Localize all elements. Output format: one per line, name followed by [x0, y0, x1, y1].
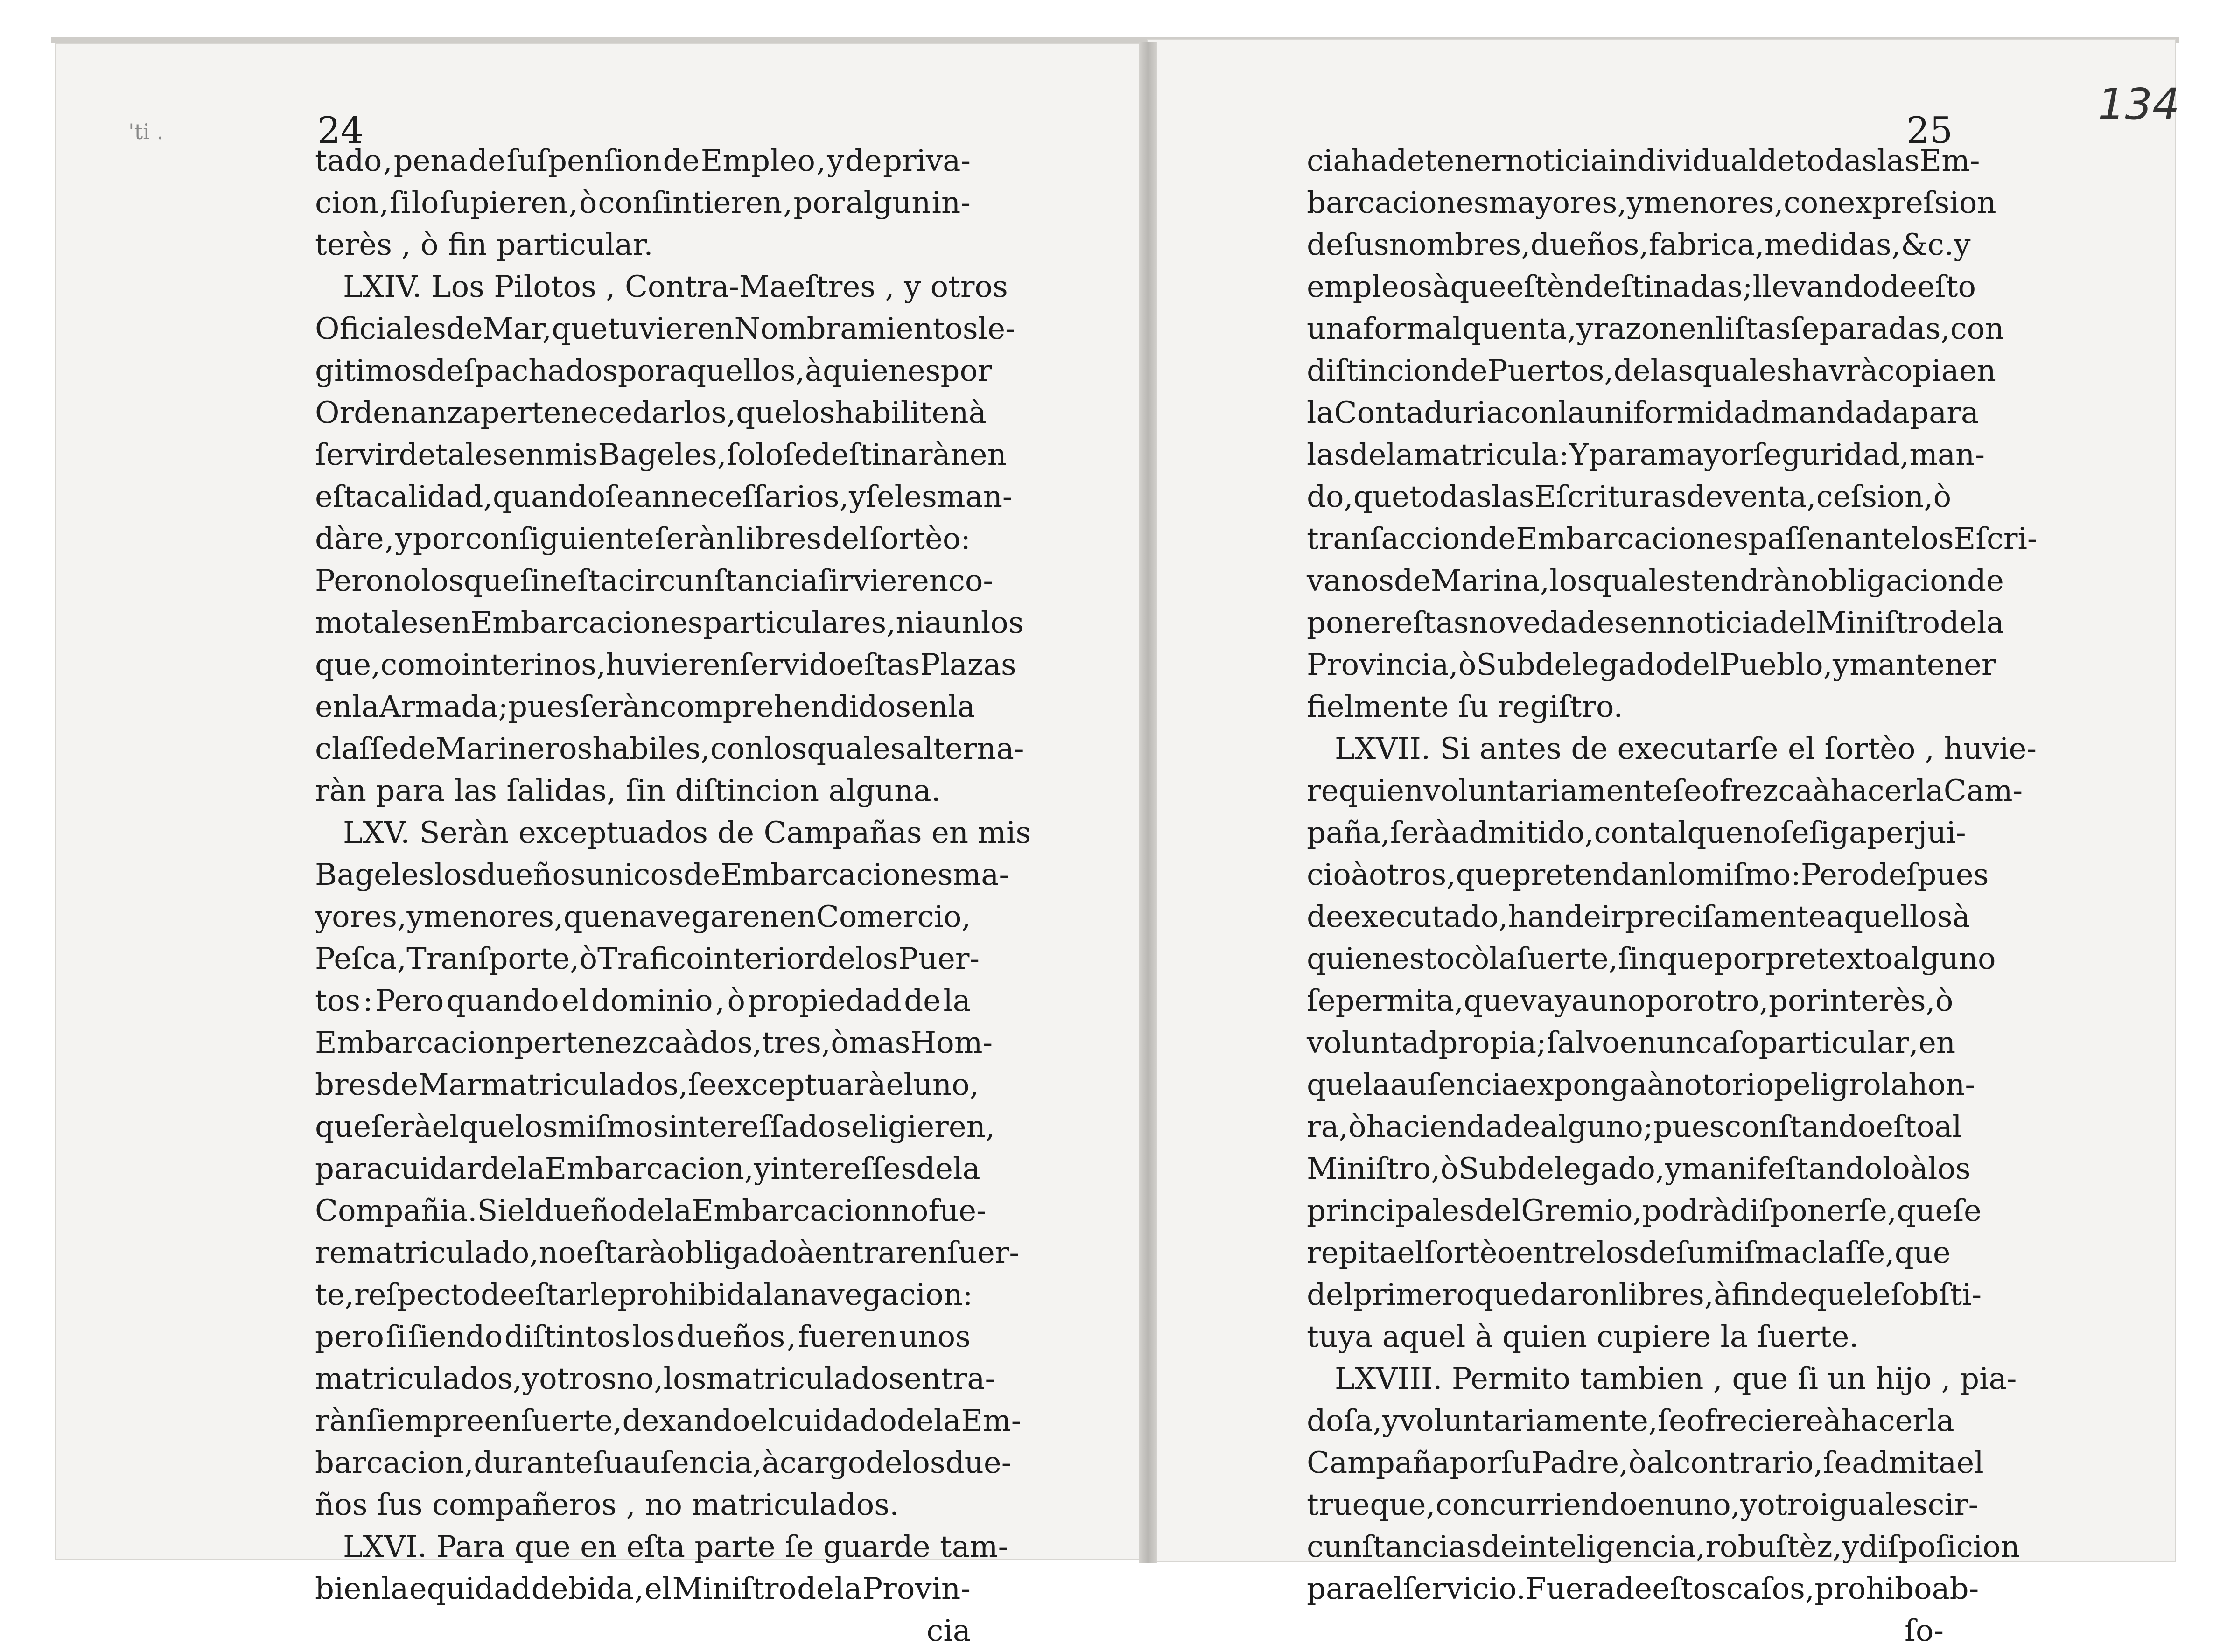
text-line: te , reſpecto de eſtarle prohibida la navegacion:: [315, 1278, 973, 1312]
text-line: cia ha de tener noticia individual de todas las Em-: [1307, 144, 1980, 178]
text-line: de executado , han de ir preciſamente aquellos à: [1307, 900, 1970, 934]
text-line: cio à otros , que pretendan lo miſmo : Pero deſpues: [1307, 858, 1989, 892]
text-line: tos : Pero quando el dominio , ò propiedad de la: [315, 984, 971, 1018]
text-line: tado , pena de ſuſpenſion de Empleo , y de priva-: [315, 144, 971, 178]
text-line: repita el ſortèo entre los de ſu miſma claſſe , que: [1307, 1236, 1951, 1270]
page-number-left: 24: [317, 110, 364, 152]
text-line: LXVII. Si antes de executarſe el ſortèo , huvie-: [1335, 732, 2037, 766]
text-line: LXVI. Para que en eſta parte ſe guarde tam-: [343, 1530, 1008, 1564]
text-line: en la Armada ; pues ſeràn comprehendidos en la: [315, 690, 975, 724]
page-number-right: 25: [1906, 110, 1953, 152]
text-line: Compañia. Si el dueño de la Embarcacion no fue-: [315, 1194, 987, 1228]
text-line: bres de Mar matriculados , ſe exceptuarà el uno,: [315, 1068, 980, 1102]
text-line: ſo-: [1905, 1614, 1944, 1648]
text-line: barcaciones mayores , y menores , con expreſsion: [1307, 186, 1996, 220]
text-line: para cuidar de la Embarcacion , y intereſſes de la: [315, 1152, 980, 1186]
text-line: dàre , y por conſiguiente ſeràn libres del ſortèo:: [315, 522, 971, 556]
text-line: LXV. Seràn exceptuados de Campañas en mis: [343, 816, 1031, 850]
text-line: ſervir de tales en mis Bageles , ſolo ſe deſtinaràn en: [315, 438, 1007, 472]
text-line: yores , y menores , que navegaren en Comercio,: [315, 900, 971, 934]
text-line: Provincia, ò Subdelegado del Pueblo , y mantener: [1307, 648, 1996, 682]
text-line: ràn ſiempre en ſuerte,dexando el cuidado de la Em-: [315, 1404, 1022, 1438]
text-line: barcacion, durante ſu auſencia, à cargo de los due-: [315, 1446, 1012, 1480]
text-line: do , que todas las Eſcrituras de venta , ceſsion , ò: [1307, 480, 1952, 514]
text-line: poner eſtas novedades en noticia del Miniſtro de la: [1307, 606, 2004, 640]
text-line: ra , ò hacienda de alguno ; pues conſtando eſto al: [1307, 1110, 1962, 1144]
text-line: re matriculado, no eſtarà obligado à entrar en ſuer-: [315, 1236, 1020, 1270]
text-line: voluntad propia ; ſalvo en un caſo particular , en: [1307, 1026, 1956, 1060]
text-line: ràn para las ſalidas, ſin diſtincion alguna.: [315, 774, 941, 808]
text-line: bien la equidad debida , el Miniſtro de la Provin-: [315, 1572, 971, 1606]
text-line: cia: [926, 1614, 971, 1648]
text-line: empleos à que eſtèn deſtinadas ; llevando de eſto: [1307, 270, 1976, 304]
text-line: LXVIII. Permito tambien , que ſi un hijo , pia-: [1335, 1362, 2017, 1396]
book-gutter: [1139, 42, 1157, 1563]
text-line: re quien voluntariamente ſe ofrezca à hacer la Cam-: [1307, 774, 2023, 808]
text-line: una formal quenta, y razon en liſtas ſeparadas, con: [1307, 312, 2004, 346]
text-line: la Contaduria con la uniformidad mandada para: [1307, 396, 1979, 430]
text-line: cunſtancias de inteligencia, robuſtèz, y diſpoſicion: [1307, 1530, 2020, 1564]
text-line: Oficiales de Mar, que tuvieren Nombramientos le-: [315, 312, 1015, 346]
text-line: Peſca , Tranſporte , ò Trafico interior de los Puer-: [315, 942, 980, 976]
text-line: pero ſi ſiendo diſtintos los dueños , fueren unos: [315, 1320, 971, 1354]
text-line: matriculados , y otros no , los matriculados entra-: [315, 1362, 995, 1396]
text-line: Miniſtro , ò Subdelegado , y manifeſtandolo à los: [1307, 1152, 1971, 1186]
text-line: quienes tocò la ſuerte , ſin que por pretexto alguno: [1307, 942, 1996, 976]
text-line: cion , ſi lo ſupieren , ò conſintieren , por algun in-: [315, 186, 971, 220]
text-line: mo tales en Embarcaciones particulares, ni aun los: [315, 606, 1024, 640]
text-line: terès , ò fin particular.: [315, 228, 653, 262]
text-line: doſa , y voluntariamente , ſe ofreciere à hacer la: [1307, 1404, 1954, 1438]
text-line: fielmente ſu regiſtro.: [1307, 690, 1623, 724]
text-line: diſtincion de Puertos, de las quales havrà copia en: [1307, 354, 1996, 388]
text-line: para el ſervicio. Fuera de eſtos caſos , prohibo ab-: [1307, 1572, 1979, 1606]
text-line: principales del Gremio , podrà diſponerſe , que ſe: [1307, 1194, 1982, 1228]
text-line: Pero no los que ſin eſta circunſtancia ſirvieren co-: [315, 564, 994, 598]
text-line: ños ſus compañeros , no matriculados.: [315, 1488, 899, 1522]
text-line: vanos de Marina , los quales tendràn obligacion de: [1307, 564, 2004, 598]
text-line: gitimos deſpachados por aquellos , à quienes por: [315, 354, 992, 388]
text-line: tranſaccion de Embarcaciones paſſen ante los Eſcri-: [1307, 522, 2038, 556]
text-line: claſſe de Marineros habiles , con los quales alterna-: [315, 732, 1024, 766]
left-page-text: [315, 140, 1031, 1652]
text-line: paña , ſerà admitido , con tal que no ſe ſiga perjui-: [1307, 816, 1966, 850]
text-line: LXIV. Los Pilotos , Contra-Maeſtres , y otros: [343, 270, 1008, 304]
text-line: que ſerà el que los miſmos intereſſados eligieren,: [315, 1110, 995, 1144]
text-line: eſta calidad , quando ſean neceſſarios, y ſe les man-: [315, 480, 1013, 514]
text-line: que , como interinos , huvieren ſervido eſtas Plazas: [315, 648, 1016, 682]
text-line: Campaña por ſu Padre, ò al contrario, ſe admita el: [1307, 1446, 1984, 1480]
text-line: tuya aquel à quien cupiere la ſuerte.: [1307, 1320, 1859, 1354]
text-line: de ſus nombres , dueños , fabrica , medidas , &c. y: [1307, 228, 1971, 262]
text-line: Bageles los dueños unicos de Embarcaciones ma-: [315, 858, 1009, 892]
right-page-text: [1307, 140, 2038, 1652]
text-line: del primero quedaron libres , à fin de que le ſobſti-: [1307, 1278, 1982, 1312]
text-line: Ordenanza pertenece darlos , que los habiliten à: [315, 396, 987, 430]
text-line: trueque , concurriendo en uno , y otro iguales cir-: [1307, 1488, 1979, 1522]
text-line: ſe permita , que vaya uno por otro , por interès , ò: [1307, 984, 1954, 1018]
text-line: las de la matricula: Y para mayor ſeguridad, man-: [1307, 438, 1985, 472]
text-line: que la auſencia exponga à notorio peligro la hon-: [1307, 1068, 1975, 1102]
margin-mark: 'ti .: [128, 119, 164, 144]
archive-folio-number: 134: [2098, 79, 2180, 129]
text-line: Embarcacion pertenezca à dos , tres , ò mas Hom-: [315, 1026, 993, 1060]
